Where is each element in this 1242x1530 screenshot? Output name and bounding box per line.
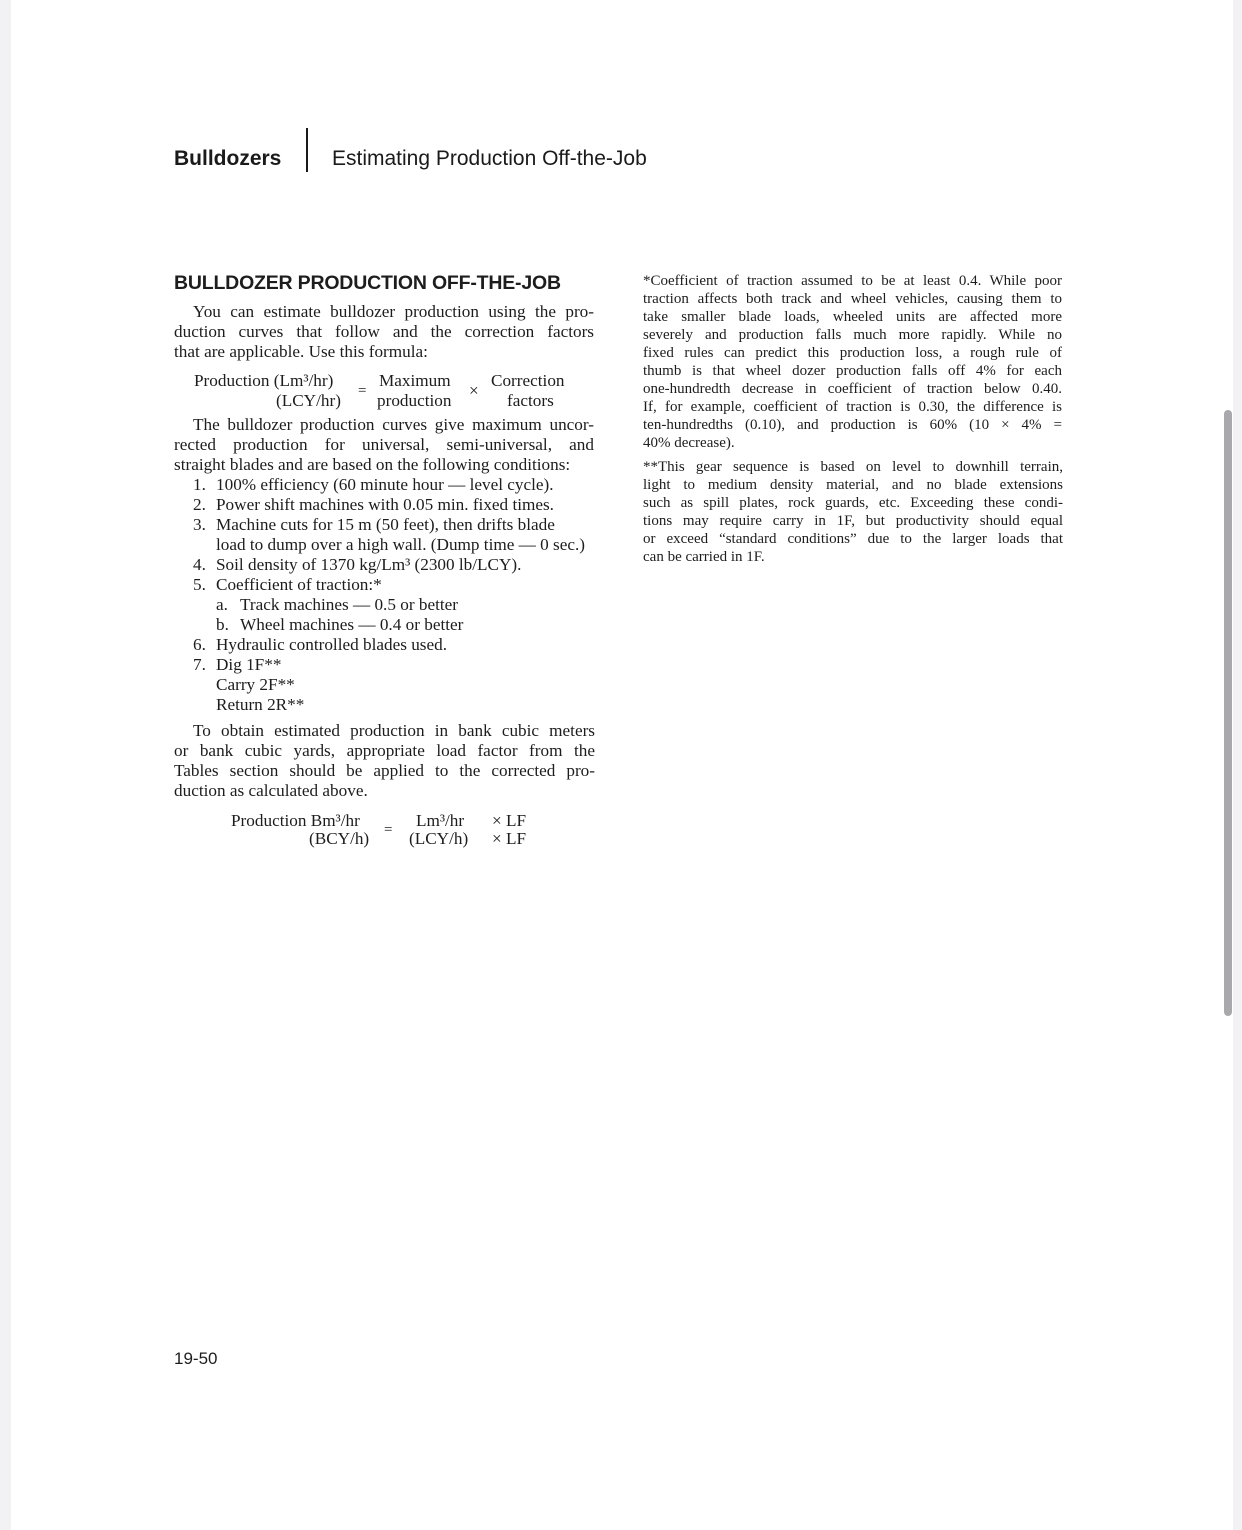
intro-line: that are applicable. Use this formula: bbox=[174, 342, 428, 361]
list-item-continued: Carry 2F** bbox=[216, 675, 295, 694]
list-item: Soil density of 1370 kg/Lm³ (2300 lb/LCY). bbox=[216, 555, 522, 574]
sublist-letter: b. bbox=[216, 615, 229, 634]
list-item: Machine cuts for 15 m (50 feet), then drifts blade bbox=[216, 515, 555, 534]
page-number: 19-50 bbox=[174, 1349, 218, 1368]
formula1-mid-2: production bbox=[377, 391, 452, 410]
footnote-line: 40% decrease). bbox=[643, 435, 735, 451]
paragraph-line: Tables section should be applied to the corrected pro- bbox=[174, 761, 595, 780]
formula1-lhs: Production (Lm³/hr) bbox=[194, 371, 334, 390]
footnote-line: thumb is that wheel dozer production falls off 4% for each bbox=[643, 363, 1062, 379]
formula2-lhs: Production Bm³/hr bbox=[231, 811, 360, 830]
list-number: 4. bbox=[193, 555, 206, 574]
list-number: 3. bbox=[193, 515, 206, 534]
formula2-mid: Lm³/hr bbox=[416, 811, 465, 830]
paragraph-line: The bulldozer production curves give maximum uncor- bbox=[193, 415, 594, 434]
paragraph-line: or bank cubic yards, appropriate load factor from the bbox=[174, 741, 595, 760]
footnote-line: such as spill plates, rock guards, etc. Exceeding these condi- bbox=[643, 495, 1063, 511]
intro-line: You can estimate bulldozer production using the pro- bbox=[193, 302, 594, 321]
formula1-equals: = bbox=[358, 383, 367, 399]
formula1-rhs: Correction bbox=[491, 371, 565, 390]
footnote-line: or exceed “standard conditions” due to the larger loads that bbox=[643, 531, 1063, 547]
paragraph-line: straight blades and are based on the following conditions: bbox=[174, 455, 571, 474]
footnote-line: severely and production falls much more rapidly. While no bbox=[643, 327, 1062, 343]
intro-line: duction curves that follow and the correction factors bbox=[174, 322, 594, 341]
footnote-line: tions may require carry in 1F, but productivity should equal bbox=[643, 513, 1063, 529]
sublist-item: Wheel machines — 0.4 or better bbox=[240, 615, 464, 634]
sublist-letter: a. bbox=[216, 595, 228, 614]
formula2-rhs: × LF bbox=[492, 811, 527, 830]
formula2-equals: = bbox=[384, 822, 393, 838]
formula1-lhs-unit: (LCY/hr) bbox=[276, 391, 341, 410]
paragraph-line: rected production for universal, semi-universal, and bbox=[174, 435, 594, 454]
footnote-line: take smaller blade loads, wheeled units are affected more bbox=[643, 309, 1062, 325]
list-number: 7. bbox=[193, 655, 206, 674]
list-item-continued: Return 2R** bbox=[216, 695, 305, 714]
footnote-line: can be carried in 1F. bbox=[643, 549, 765, 565]
header-divider bbox=[306, 128, 308, 172]
formula1-mid: Maximum bbox=[379, 371, 451, 390]
footnote-line: ten-hundredths (0.10), and production is 60% (10 × 4% = bbox=[643, 417, 1062, 433]
footnote-line: **This gear sequence is based on level to downhill terrain, bbox=[643, 459, 1063, 475]
list-item: 100% efficiency (60 minute hour — level cycle). bbox=[216, 475, 554, 494]
paragraph-line: duction as calculated above. bbox=[174, 781, 368, 800]
formula2-rhs-2: × LF bbox=[492, 829, 527, 848]
list-item: Hydraulic controlled blades used. bbox=[216, 635, 448, 654]
list-number: 1. bbox=[193, 475, 206, 494]
formula2-lhs-unit: (BCY/h) bbox=[309, 829, 370, 848]
formula2-mid-2: (LCY/h) bbox=[409, 829, 469, 848]
footnote-line: traction affects both track and wheel vehicles, causing them to bbox=[643, 291, 1062, 307]
formula1-rhs-2: factors bbox=[507, 391, 554, 410]
header-section: Bulldozers bbox=[174, 147, 282, 170]
footnote-line: one-hundredth decrease in coefficient of traction below 0.40. bbox=[643, 381, 1062, 397]
list-number: 5. bbox=[193, 575, 206, 594]
paragraph-line: To obtain estimated production in bank cubic meters bbox=[193, 721, 595, 740]
footnote-line: If, for example, coefficient of traction is 0.30, the difference is bbox=[643, 399, 1062, 415]
footnote-line: fixed rules can predict this production loss, a rough rule of bbox=[643, 345, 1062, 361]
list-item-continued: load to dump over a high wall. (Dump time — 0 sec.) bbox=[216, 535, 585, 554]
list-number: 6. bbox=[193, 635, 206, 654]
header-title: Estimating Production Off-the-Job bbox=[332, 147, 647, 170]
footnote-line: light to medium density material, and no blade extensions bbox=[643, 477, 1063, 493]
list-number: 2. bbox=[193, 495, 206, 514]
list-item: Power shift machines with 0.05 min. fixed times. bbox=[216, 495, 554, 514]
sublist-item: Track machines — 0.5 or better bbox=[240, 595, 458, 614]
formula1-times: × bbox=[469, 381, 479, 400]
list-item: Coefficient of traction:* bbox=[216, 575, 382, 594]
section-heading: BULLDOZER PRODUCTION OFF-THE-JOB bbox=[174, 272, 561, 294]
vertical-scrollbar[interactable] bbox=[1224, 410, 1232, 1016]
list-item: Dig 1F** bbox=[216, 655, 282, 674]
footnote-line: *Coefficient of traction assumed to be at least 0.4. While poor bbox=[643, 273, 1062, 289]
